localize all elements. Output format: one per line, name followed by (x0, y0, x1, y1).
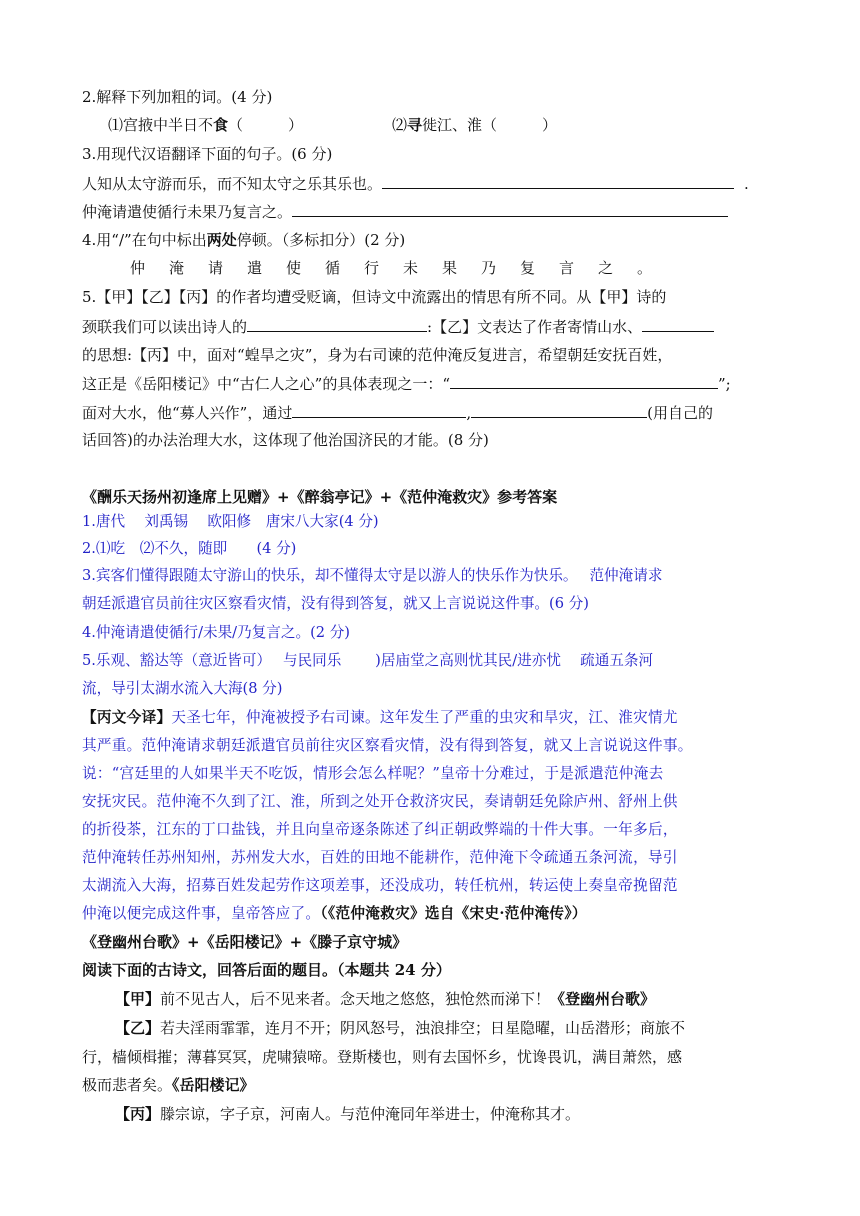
passage-bing (115, 1103, 580, 1125)
q5-blank-4[interactable] (292, 401, 466, 418)
translation-line-7: 太湖流入大海，招募百姓发起劳作这项差事，还没成功，转任杭州，转运使上奏皇帝挽留范 (82, 877, 678, 894)
q2-item-2-bold-word: 寻 (407, 116, 423, 134)
passage-jia-source: 《登幽州台歌》 (550, 990, 656, 1008)
q5-line-4-text: 这正是《岳阳楼记》中“古仁人之心”的具体表现之一：“ (82, 375, 451, 393)
translation-line-2: 其严重。范仲淹请求朝廷派遣官员前往灾区察看灾情，没有得到答复，就又上言说说这件事。 (82, 737, 693, 754)
q3-sentence-1 (82, 172, 749, 195)
passage-yi-source: 《岳阳楼记》 (172, 1076, 255, 1094)
q2-item-1-bold-word: 食 (213, 116, 229, 134)
q2-title: 2.解释下列加粗的词。(4 分) (82, 88, 273, 106)
passage-yi-text-3: 极而悲者矣。 (82, 1076, 173, 1094)
q3-sentence-2-text: 仲淹请遣使循行未果乃复言之。 (82, 203, 293, 221)
translation-line-5: 的折役茶，江东的丁口盐钱，并且向皇帝逐条陈述了纠正朝政弊端的十件大事。一年多后， (82, 821, 678, 838)
passage-bing-label: 【丙】 (115, 1105, 161, 1123)
q3-sentence-1-text: 人知从太守游而乐，而不知太守之乐其乐也。 (82, 175, 383, 193)
passage-yi-line-3 (82, 1074, 255, 1096)
q4-title-points: 停顿。（多标扣分）(2 分) (236, 231, 406, 249)
q5-line-4 (82, 372, 731, 395)
answers-heading: 《酬乐天扬州初逢席上见赠》+《醉翁亭记》+《范仲淹救灾》参考答案 (82, 488, 558, 506)
section2-intro: 阅读下面的古诗文，回答后面的题目。（本题共 24 分） (82, 961, 451, 979)
q4-title-text: 4.用“/”在句中标出 (82, 231, 207, 249)
q5-line-3: 的思想:【丙】中，面对“蝗旱之灾”，身为右司谏的范仲淹反复进言，希望朝廷安抚百姓， (82, 346, 673, 364)
q5-line-2-text: 颈联我们可以读出诗人的 (82, 318, 248, 336)
translation-text-8: 仲淹以便完成这件事，皇帝答应了。 (82, 905, 321, 922)
q3-sentence-1-end: . (744, 175, 749, 193)
translation-text-1: 天圣七年，仲淹被授予右司谏。这年发生了严重的虫灾和旱灾，江、淮灾情尤 (171, 709, 678, 726)
q5-line-2-text-b: :【乙】文表达了作者寄情山水、 (427, 318, 643, 336)
q4-title-bold: 两处 (206, 231, 237, 249)
q5-line-5-end: (用自己的 (647, 404, 713, 422)
q5-line-5-comma: , (466, 404, 472, 422)
q5-line-2 (82, 315, 714, 338)
section2-heading: 《登幽州台歌》+《岳阳楼记》+《滕子京守城》 (82, 933, 408, 951)
q3-sentence-2 (82, 200, 728, 223)
translation-line-4: 安抚灾民。范仲淹不久到了江、淮，所到之处开仓救济灾民，奏请朝廷免除庐州、舒州上供 (82, 793, 678, 810)
q4-title (82, 229, 405, 251)
q5-line-6: 话回答)的办法治理大水，这体现了他治国济民的才能。(8 分) (82, 431, 489, 449)
translation-source: （《范仲淹救灾》选自《宋史·范仲淹传》） (320, 905, 587, 922)
passage-yi-label: 【乙】 (115, 1019, 161, 1037)
passage-yi-text-1: 若夫淫雨霏霏，连月不开；阴风怒号，浊浪排空；日星隐曜，山岳潜形；商旅不 (160, 1019, 686, 1037)
q2-item-2-number: ⑵ (392, 116, 408, 134)
q5-blank-1[interactable] (247, 315, 427, 332)
answer-4: 4.仲淹请遣使循行/未果/乃复言之。(2 分) (82, 624, 350, 641)
passage-yi-line-1 (115, 1017, 685, 1039)
answer-1: 1.唐代 刘禹锡 欧阳修 唐宋八大家(4 分) (82, 513, 379, 530)
answer-3-line-2: 朝廷派遣官员前往灾区察看灾情，没有得到答复，就又上言说说这件事。(6 分) (82, 595, 589, 612)
q2-item-2 (392, 114, 557, 136)
q5-blank-3[interactable] (450, 372, 718, 389)
translation-line-8 (82, 903, 587, 925)
answer-5-line-2: 流，导引太湖水流入大海(8 分) (82, 680, 283, 697)
q2-item-1 (108, 114, 303, 136)
q5-blank-2[interactable] (642, 315, 714, 332)
q5-blank-5[interactable] (471, 401, 647, 418)
q3-title: 3.用现代汉语翻译下面的句子。(6 分) (82, 145, 333, 163)
q5-line-5-text: 面对大水，他“募人兴作”，通过 (82, 404, 293, 422)
q5-line-1: 5.【甲】【乙】【丙】的作者均遭受贬谪，但诗文中流露出的情思有所不同。从【甲】诗的 (82, 288, 667, 306)
answer-2: 2.⑴吃 ⑵不久，随即 (4 分) (82, 540, 297, 557)
passage-jia (115, 988, 655, 1010)
passage-jia-text: 前不见古人，后不见来者。念天地之悠悠，独怆然而涕下！ (160, 990, 551, 1008)
q5-line-5 (82, 401, 713, 424)
passage-jia-label: 【甲】 (115, 990, 161, 1008)
q2-item-1-text: ⑴宫掖中半日不 (108, 116, 214, 134)
q2-item-2-text: 徙江、淮（ ） (422, 116, 558, 134)
passage-bing-text: 滕宗谅，字子京，河南人。与范仲淹同年举进士，仲淹称其才。 (160, 1105, 581, 1123)
passage-yi-line-2: 行，樯倾楫摧；薄暮冥冥，虎啸猿啼。登斯楼也，则有去国怀乡，忧谗畏讥，满目萧然，感 (82, 1048, 683, 1066)
q3-answer-line-2[interactable] (292, 200, 728, 217)
q3-answer-line-1[interactable] (382, 172, 734, 189)
q4-sentence: 仲淹请遣使循行未果乃复言之。 (130, 259, 677, 277)
answer-5-line-1: 5.乐观、豁达等（意近皆可） 与民同乐 )居庙堂之高则忧其民/进亦忧 疏通五条河 (82, 652, 654, 669)
q5-line-4-end: ”; (718, 375, 731, 393)
translation-label: 【丙文今译】 (82, 709, 172, 726)
translation-line-3: 说：“宫廷里的人如果半天不吃饭，情形会怎么样呢？”皇帝十分难过，于是派遣范仲淹去 (82, 765, 664, 782)
translation-line-1 (82, 707, 678, 729)
translation-line-6: 范仲淹转任苏州知州，苏州发大水，百姓的田地不能耕作，范仲淹下令疏通五条河流，导引 (82, 849, 678, 866)
answer-3-line-1: 3.宾客们懂得跟随太守游山的快乐，却不懂得太守是以游人的快乐作为快乐。 范仲淹请求 (82, 567, 663, 584)
q2-item-1-answer-blank: （ ） (228, 116, 304, 134)
